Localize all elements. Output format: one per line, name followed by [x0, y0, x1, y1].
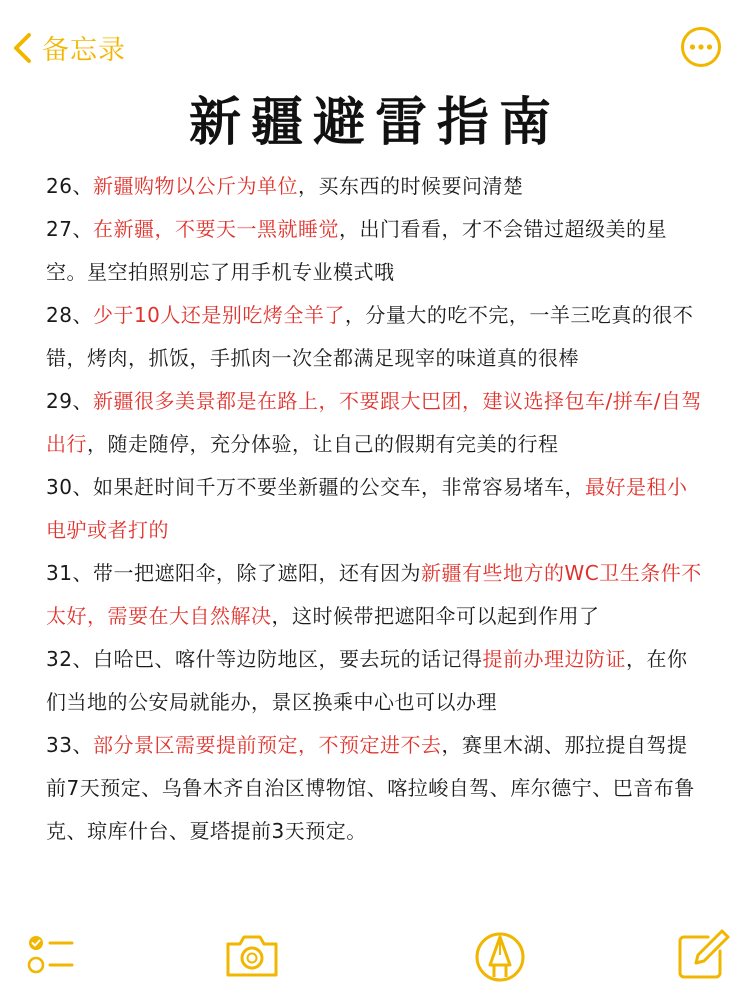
body-text: 白哈巴、喀什等边防地区，要去玩的话记得 — [92, 647, 483, 671]
item-number: 28、 — [46, 303, 93, 327]
body-text: 如果赶时间千万不要坐新疆的公交车，非常容易堵车， — [92, 475, 585, 499]
highlight-text: 部分景区需要提前预定，不预定进不去 — [92, 733, 442, 757]
list-item — [46, 208, 706, 294]
list-item — [46, 466, 706, 552]
top-bar — [0, 0, 750, 90]
item-number: 29、 — [46, 389, 93, 413]
back-button[interactable] — [8, 28, 126, 67]
highlight-text: 新疆购物以公斤为单位 — [92, 174, 298, 198]
highlight-text: 少于10人还是别吃烤全羊了 — [92, 303, 345, 327]
list-item — [46, 380, 706, 466]
item-number: 31、 — [46, 561, 93, 585]
body-text: ，这时候带把遮阳伞可以起到作用了 — [271, 604, 600, 628]
checklist-icon — [22, 925, 82, 985]
camera-button[interactable] — [222, 925, 282, 985]
pen-tip-icon — [472, 925, 532, 985]
item-number: 32、 — [46, 647, 93, 671]
note-body — [46, 165, 706, 853]
back-label: 备忘录 — [42, 35, 126, 66]
list-item — [46, 552, 706, 638]
highlight-text: 新疆有些地方的WC卫生条件不太好，需要在大自然解决 — [46, 561, 702, 628]
highlight-text: 在新疆，不要天一黑就睡觉 — [92, 217, 339, 241]
body-text: 带一把遮阳伞，除了遮阳，还有因为 — [92, 561, 421, 585]
item-number: 27、 — [46, 217, 93, 241]
list-item — [46, 294, 706, 380]
highlight-text: 最好是租小电驴或者打的 — [46, 475, 688, 542]
body-text: ，在你们当地的公安局就能办，景区换乘中心也可以办理 — [46, 647, 688, 714]
chevron-left-icon — [8, 30, 38, 66]
compose-icon — [672, 925, 732, 985]
list-item — [46, 165, 706, 208]
body-text: ，分量大的吃不完，一羊三吃真的很不错，烤肉，抓饭，手抓肉一次全都满足现宰的味道真的很棒 — [46, 303, 694, 370]
body-text: ，随走随停，充分体验，让自己的假期有完美的行程 — [87, 432, 559, 456]
note-title: 新疆避雷指南 — [188, 93, 561, 153]
highlight-text: 新疆很多美景都是在路上，不要跟大巴团，建议选择包车/拼车/自驾出行 — [46, 389, 702, 456]
list-item — [46, 638, 706, 724]
body-text: ，出门看看，才不会错过超级美的星空。星空拍照别忘了用手机专业模式哦 — [46, 217, 667, 284]
compose-button[interactable] — [672, 925, 732, 985]
list-item — [46, 724, 706, 853]
bottom-toolbar — [0, 925, 750, 995]
body-text: ，买东西的时候要问清楚 — [297, 174, 524, 198]
camera-icon — [222, 925, 282, 985]
body-text: ，赛里木湖、那拉提自驾提前7天预定、乌鲁木齐自治区博物馆、喀拉峻自驾、库尔德宁、巴音布鲁克、琼库什台、夏塔提前3天预定。 — [46, 733, 695, 843]
highlight-text: 提前办理边防证 — [482, 647, 626, 671]
item-number: 26、 — [46, 174, 93, 198]
more-circle-icon — [680, 26, 722, 68]
item-number: 33、 — [46, 733, 93, 757]
checklist-button[interactable] — [22, 925, 82, 985]
more-button[interactable] — [680, 26, 722, 68]
item-number: 30、 — [46, 475, 93, 499]
markup-button[interactable] — [472, 925, 532, 985]
